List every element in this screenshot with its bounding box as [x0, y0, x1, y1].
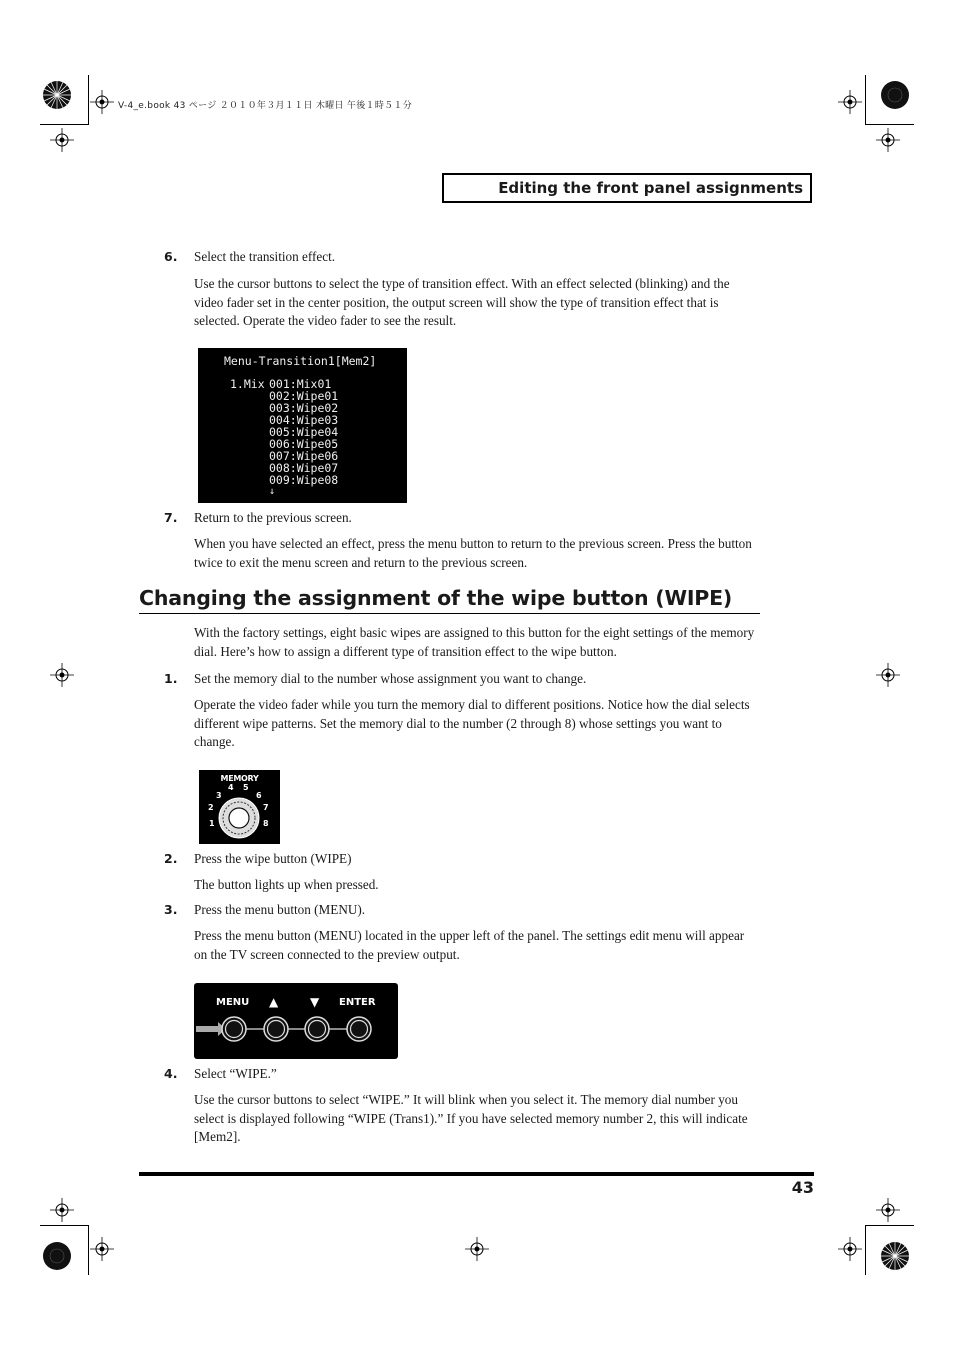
step-title: Press the menu button (MENU). [194, 902, 366, 917]
step-title: Select “WIPE.” [194, 1066, 277, 1081]
step-body: The button lights up when pressed. [194, 877, 379, 892]
footer-rule [139, 1172, 814, 1176]
screen-item: 007:Wipe06 [269, 449, 339, 463]
screen-item: 009:Wipe08 [269, 473, 339, 487]
screen-item: 001:Mix01 [269, 377, 332, 391]
memory-dial [199, 770, 280, 844]
registration-star-icon [880, 80, 910, 110]
enter-button-label: ENTER [339, 997, 376, 1008]
screen-item: 004:Wipe03 [269, 413, 339, 427]
step-body: Press the menu button (MENU) located in the upper left of the panel. The settings edit menu will appear on the TV screen connected to the preview output. [194, 928, 745, 962]
screen-title: Menu-Transition1[Mem2] [224, 354, 377, 368]
step-body: Use the cursor buttons to select “WIPE.” It will blink when you select it. The memory dial number you select is displayed following “WIPE (Trans1).” If you have selected memory number 2, this will indicate [Mem2]. [194, 1092, 748, 1144]
down-arrow-icon: ▼ [310, 995, 320, 1009]
crosshair-icon [876, 663, 900, 687]
up-arrow-icon: ▲ [269, 995, 279, 1009]
dial-number: 2 [208, 803, 214, 812]
crosshair-icon [876, 128, 900, 152]
screen-label: 1.Mix [230, 377, 265, 391]
step-number: 2. [164, 851, 178, 866]
step-number: 7. [164, 510, 178, 525]
step-body: Operate the video fader while you turn the memory dial to different positions. Notice how the dial selects different wipe patterns. Set the memory dial to the number (2 through 8) whose settings you want to change. [194, 697, 750, 749]
section-intro: With the factory settings, eight basic wipes are assigned to this button for the eight settings of the memory dial. Here’s how to assign a different type of transition effect to the wipe button. [194, 625, 755, 659]
crosshair-icon [838, 90, 862, 114]
dial-number: 1 [209, 819, 215, 828]
step-title: Select the transition effect. [194, 249, 336, 264]
crosshair-icon [50, 128, 74, 152]
step-number: 1. [164, 671, 178, 686]
registration-star-icon [880, 1241, 910, 1271]
screen-item: 005:Wipe04 [269, 425, 339, 439]
step-title: Set the memory dial to the number whose assignment you want to change. [194, 671, 587, 686]
step-body: When you have selected an effect, press the menu button to return to the previous screen. Press the button twice to exit the menu screen and return to the previous screen. [194, 536, 752, 570]
crosshair-icon [50, 663, 74, 687]
step-number: 4. [164, 1066, 178, 1081]
registration-star-icon [42, 1241, 72, 1271]
screen-item: 003:Wipe02 [269, 401, 339, 415]
screen-item: 006:Wipe05 [269, 437, 339, 451]
panel-button-row [194, 1013, 398, 1059]
step-number: 3. [164, 902, 178, 917]
print-info: V-4_e.book 43 ページ ２０１０年３月１１日 木曜日 午後１時５１分 [118, 101, 413, 111]
dial-number: 4 [228, 783, 234, 792]
crosshair-icon [90, 1237, 114, 1261]
step-title: Press the wipe button (WIPE) [194, 851, 352, 866]
registration-star-icon [42, 80, 72, 110]
crosshair-icon [50, 1198, 74, 1222]
menu-screen [198, 348, 407, 503]
step-number: 6. [164, 249, 178, 264]
running-header: Editing the front panel assignments [442, 173, 812, 203]
step-title: Return to the previous screen. [194, 510, 352, 525]
step-body: Use the cursor buttons to select the type of transition effect. With an effect selected (blinking) and the video fader set in the center position, the output screen will show the type of transition effect that is selected. Operate the video fader to see the result. [194, 276, 730, 328]
page-number: 43 [791, 1178, 814, 1197]
crosshair-icon [90, 90, 114, 114]
crosshair-icon [876, 1198, 900, 1222]
dial-number: 6 [256, 791, 262, 800]
panel-buttons [194, 983, 398, 1059]
dial-number: 8 [263, 819, 269, 828]
scroll-down-arrow-icon: ↓ [269, 486, 276, 497]
memory-label: MEMORY [220, 774, 259, 783]
dial-number: 5 [243, 783, 249, 792]
crosshair-icon [465, 1237, 489, 1261]
menu-button-label: MENU [216, 997, 250, 1008]
dial-number: 3 [216, 791, 222, 800]
section-title: Changing the assignment of the wipe button (WIPE) [139, 586, 760, 614]
screen-item: 002:Wipe01 [269, 389, 339, 403]
dial-number: 7 [263, 803, 269, 812]
crosshair-icon [838, 1237, 862, 1261]
screen-item: 008:Wipe07 [269, 461, 339, 475]
